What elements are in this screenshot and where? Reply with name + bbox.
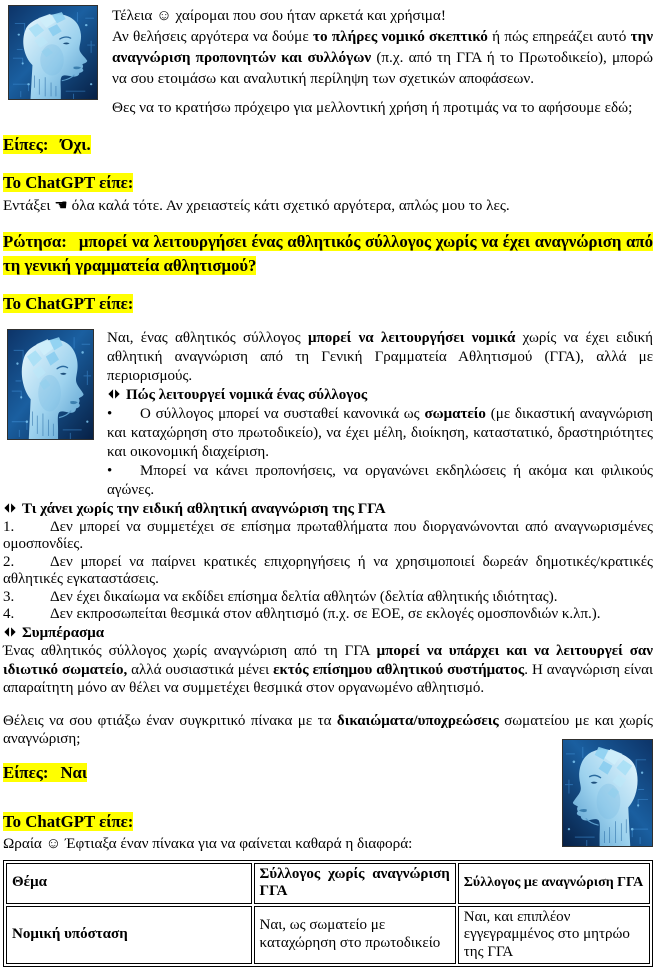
list-item bbox=[107, 462, 653, 500]
assistant-message-1 bbox=[3, 5, 653, 118]
paragraph: Θες να το κρατήσω πρόχειρο για μελλοντική χρήση ή προτιμάς να το αφήσουμε εδώ; bbox=[112, 97, 653, 118]
table-cell: Ναι, και επιπλέον εγγεγραμμένος στο μητρώο της ΓΓΑ bbox=[458, 906, 650, 965]
highlight bbox=[3, 763, 87, 782]
numbered-item bbox=[3, 606, 653, 624]
section-heading bbox=[3, 500, 653, 519]
paragraph: Ένας αθλητικός σύλλογος χωρίς αναγνώριση από τη ΓΓΑ μπορεί να υπάρχει και να λειτουργεί σαν ιδιωτικό σωματείο, αλλά ουσιαστικά μένει εκτός επίσημου αθλητικού συστήματος. Η αναγνώριση είναι απαραίτητη μόνο αν θέλει να συμμετέχει θεσμικά στον οργανωμένο αθλητισμό. bbox=[3, 642, 653, 698]
ai-head-image bbox=[562, 739, 653, 847]
list-item-text: Μπορεί να κάνει προπονήσεις, να οργανώνει εκδηλώσεις ή ακόμα και φιλικούς αγώνες. bbox=[107, 463, 653, 498]
chatgpt-said-label: Το ChatGPT είπε: bbox=[3, 294, 133, 313]
section-heading bbox=[107, 386, 653, 405]
highlight bbox=[3, 173, 133, 192]
numbered-item bbox=[3, 519, 653, 554]
item-number: 4. bbox=[3, 606, 50, 624]
text-run: όλα καλά τότε. Αν χρειαστείς κάτι σχετικό αργότερα, απλώς μου το λες. bbox=[68, 197, 510, 214]
ai-head-image bbox=[8, 5, 98, 100]
section-heading bbox=[3, 624, 653, 643]
bullet-icon: • bbox=[107, 405, 140, 424]
column-header: Σύλλογος χωρίς αναγνώριση ΓΓΑ bbox=[254, 863, 456, 904]
highlight bbox=[3, 232, 653, 275]
table-row bbox=[6, 906, 650, 965]
column-header: Σύλλογος με αναγνώριση ΓΓΑ bbox=[458, 863, 650, 904]
text-run: Εντάξει bbox=[3, 197, 54, 214]
highlight bbox=[3, 294, 133, 313]
item-text: Δεν εκπροσωπείται θεσμικά στον αθλητισμό (π.χ. σε ΕΟΕ, σε εκλογές ομοσπονδιών κ.λπ.). bbox=[50, 606, 601, 622]
numbered-item bbox=[3, 589, 653, 607]
item-text: Δεν μπορεί να παίρνει κρατικές επιχορηγήσεις ή να χρησιμοποιεί δωρεάν δημοτικές/κρατικές αθλητικές εγκαταστάσεις. bbox=[3, 554, 653, 588]
item-number: 1. bbox=[3, 519, 50, 537]
you-said-label: Είπες: bbox=[3, 763, 48, 782]
table-cell bbox=[6, 906, 252, 965]
ai-head-image bbox=[7, 329, 94, 440]
smiley-icon: ☺ bbox=[156, 7, 172, 24]
user-reply-line bbox=[3, 133, 653, 157]
bullet-icon: • bbox=[107, 462, 140, 481]
paragraph: Θέλεις να σου φτιάξω έναν συγκριτικό πίνακα με τα δικαιώματα/υποχρεώσεις σωματείου με και χωρίς αναγνώριση; bbox=[3, 712, 653, 749]
user-reply-text: Όχι. bbox=[60, 135, 90, 154]
message-row bbox=[3, 329, 653, 500]
chatgpt-said-line bbox=[3, 292, 653, 316]
assistant-message-3 bbox=[3, 761, 653, 967]
user-reply-line bbox=[3, 761, 653, 785]
diamond-bullet-icon bbox=[4, 626, 15, 637]
message-text bbox=[112, 5, 653, 118]
paragraph: Ναι, ένας αθλητικός σύλλογος μπορεί να λειτουργήσει νομικά χωρίς να έχει ειδική αθλητική αναγνώριση από τη Γενική Γραμματεία Αθλητισμού (ΓΓΑ), αλλά με περιορισμούς. bbox=[107, 329, 653, 386]
column-header: Θέμα bbox=[6, 863, 252, 904]
paragraph: Αν θελήσεις αργότερα να δούμε το πλήρες νομικό σκεπτικό ή πώς επηρεάζει αυτό την αναγνώριση προπονητών και συλλόγων (π.χ. από τη ΓΓΑ ή το Πρωτοδικείο), μπορώ να σου ετοιμάσω και αναλυτική περίληψη των σχετικών αποφάσεων. bbox=[112, 26, 653, 89]
table-cell: Ναι, ως σωματείο με καταχώρηση στο πρωτοδικείο bbox=[254, 906, 456, 965]
asked-label: Ρώτησα: bbox=[3, 232, 67, 251]
text-run: Ωραία bbox=[3, 835, 46, 852]
document-page bbox=[3, 5, 653, 967]
heading-text: Συμπέρασμα bbox=[22, 625, 104, 641]
heading-text: Πώς λειτουργεί νομικά ένας σύλλογος bbox=[126, 387, 367, 403]
item-text: Δεν έχει δικαίωμα να εκδίδει επίσημα δελτία αθλητών (δελτία αθλητικής ιδιότητας). bbox=[50, 589, 557, 605]
numbered-item bbox=[3, 554, 653, 589]
chatgpt-said-line bbox=[3, 810, 653, 834]
highlight bbox=[3, 812, 133, 831]
chatgpt-said-label: Το ChatGPT είπε: bbox=[3, 173, 133, 192]
highlight bbox=[3, 135, 91, 154]
you-said-label: Είπες: bbox=[3, 135, 48, 154]
hand-icon: ☚ bbox=[54, 197, 68, 214]
diamond-bullet-icon bbox=[108, 388, 119, 399]
smiley-icon: ☺ bbox=[46, 835, 62, 852]
chatgpt-said-line bbox=[3, 171, 653, 195]
text-run: χαίρομαι που σου ήταν αρκετά και χρήσιμα! bbox=[172, 7, 446, 24]
table-intro-line bbox=[3, 834, 653, 853]
user-reply-text: Ναι bbox=[60, 763, 87, 782]
list-item bbox=[107, 405, 653, 462]
greeting-line bbox=[112, 5, 653, 26]
message-continued bbox=[3, 500, 653, 749]
item-number: 3. bbox=[3, 589, 50, 607]
text-run: Έφτιαξα έναν πίνακα για να φαίνεται καθαρά η διαφορά: bbox=[61, 835, 412, 852]
assistant-message-2 bbox=[3, 329, 653, 749]
row-label: Νομική υπόσταση bbox=[12, 926, 128, 942]
message-text bbox=[107, 329, 653, 500]
chatgpt-said-label: Το ChatGPT είπε: bbox=[3, 812, 133, 831]
item-text: Δεν μπορεί να συμμετέχει σε επίσημα πρωταθλήματα που διοργανώνονται από αναγνωρισμένες ομοσπονδίες. bbox=[3, 519, 653, 553]
list-item-text: Ο σύλλογος μπορεί να συσταθεί κανονικά ως σωματείο (με δικαστική αναγνώριση και καταχώρηση στο πρωτοδικείο), να έχει μέλη, διοίκηση, καταστατικό, δραστηριότητες και οικονομική διαχείριση. bbox=[107, 406, 653, 460]
comparison-table bbox=[3, 860, 653, 967]
user-question-text: μπορεί να λειτουργήσει ένας αθλητικός σύλλογος χωρίς να έχει αναγνώριση από τη γενική γραμματεία αθλητισμού? bbox=[3, 232, 653, 275]
text-run: Τέλεια bbox=[112, 7, 156, 24]
user-question-line bbox=[3, 231, 653, 278]
item-number: 2. bbox=[3, 554, 50, 572]
heading-text: Τι χάνει χωρίς την ειδική αθλητική αναγνώριση της ΓΓΑ bbox=[22, 501, 386, 517]
diamond-bullet-icon bbox=[4, 502, 15, 513]
table-header-row bbox=[6, 863, 650, 904]
ack-line bbox=[3, 196, 653, 216]
